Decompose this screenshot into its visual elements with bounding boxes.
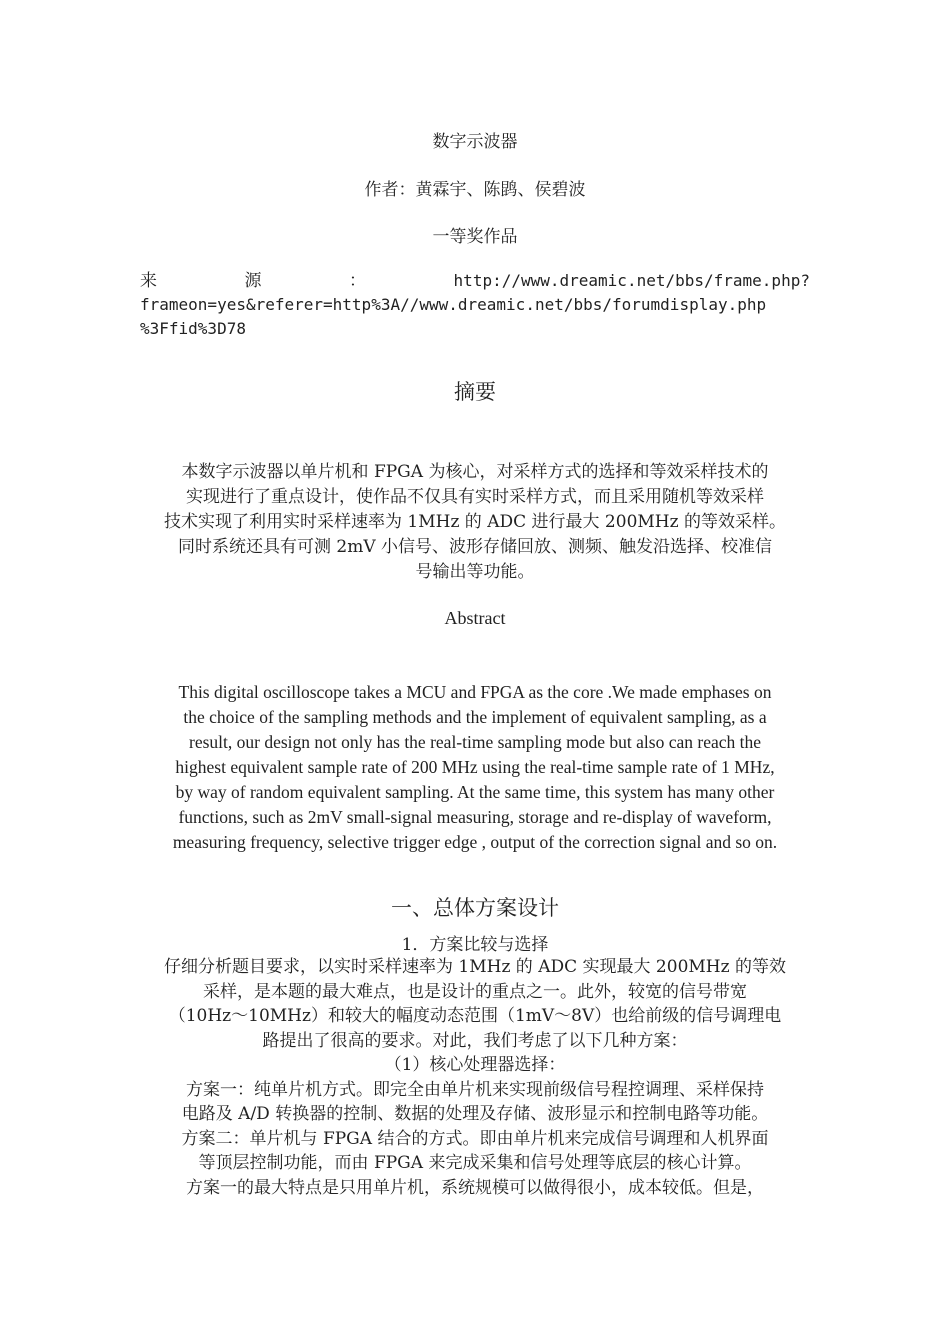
paragraph-line: （1）核心处理器选择： (384, 1055, 566, 1075)
paragraph-line: 方案一：纯单片机方式。即完全由单片机来实现前级信号程控调理、采样保持 (186, 1079, 764, 1100)
paragraph-line: 方案二：单片机与 FPGA 结合的方式。即由单片机来完成信号调理和人机界面 (181, 1128, 769, 1149)
abstract-zh-heading: 摘要 (454, 380, 496, 404)
abstract-en-heading: Abstract (444, 608, 506, 628)
paragraph-line: result, our design not only has the real-time sampling mode but also can reach the (189, 732, 761, 752)
paragraph-line: 号输出等功能。 (415, 562, 535, 582)
paragraph-line: by way of random equivalent sampling. At the same time, this system has many other (175, 782, 775, 802)
paragraph-line: （10Hz～10MHz）和较大的幅度动态范围（1mV～8V）也给前级的信号调理电 (168, 1006, 782, 1026)
paragraph-line: 路提出了很高的要求。对此，我们考虑了以下几种方案： (262, 1030, 688, 1051)
source-label-char: 源 (244, 271, 262, 291)
paragraph-line: 本数字示波器以单片机和 FPGA 为核心，对采样方式的选择和等效采样技术的 (181, 462, 769, 482)
paragraph-line: 采样，是本题的最大难点，也是设计的重点之一。此外，较宽的信号带宽 (203, 981, 747, 1002)
paragraph-line: 方案一的最大特点是只用单片机，系统规模可以做得很小，成本较低。但是， (186, 1177, 764, 1198)
paragraph-line: This digital oscilloscope takes a MCU and FPGA as the core .We made emphases on (178, 682, 772, 702)
abstract-en-paragraph (140, 680, 810, 855)
source-label-char: 来 (140, 271, 157, 291)
paragraph-line: 同时系统还具有可测 2mV 小信号、波形存储回放、测频、触发沿选择、校准信 (177, 537, 773, 557)
paragraph-line: 仔细分析题目要求，以实时采样速率为 1MHz 的 ADC 实现最大 200MHz 的等效 (164, 957, 786, 977)
paragraph-line: highest equivalent sample rate of 200 MHz using the real-time sample rate of 1 MHz, (175, 757, 775, 777)
paragraph-line: 实现进行了重点设计，使作品不仅具有实时采样方式，而且采用随机等效采样 (186, 487, 764, 507)
paragraph-line: 等顶层控制功能，而由 FPGA 来完成采集和信号处理等底层的核心计算。 (198, 1153, 752, 1173)
section-body (144, 955, 806, 1200)
paragraph-line: 电路及 A/D 转换器的控制、数据的处理及存储、波形显示和控制电路等功能。 (181, 1104, 769, 1124)
source-label-char: ： (349, 271, 367, 291)
abstract-zh-paragraph (146, 460, 804, 585)
source-url-part1[interactable]: http://www.dreamic.net/bbs/frame.php? (453, 271, 810, 290)
source-url-part2[interactable]: frameon=yes&referer=http%3A//www.dreamic.net/bbs/forumdisplay.php (140, 295, 767, 314)
paragraph-line: functions, such as 2mV small-signal measuring, storage and re-display of waveform, (178, 807, 772, 827)
authors-line: 作者：黄霖宇、陈鹍、侯碧波 (364, 180, 586, 200)
source-url-part3[interactable]: %3Ffid%3D78 (140, 319, 246, 338)
source-first-line (140, 269, 810, 293)
award-line: 一等奖作品 (432, 227, 518, 247)
paragraph-line: measuring frequency, selective trigger edge , output of the correction signal and so on. (172, 832, 778, 852)
paragraph-line: the choice of the sampling methods and the implement of equivalent sampling, as a (183, 707, 767, 727)
document-title: 数字示波器 (432, 132, 518, 152)
paragraph-line: 技术实现了利用实时采样速率为 1MHz 的 ADC 进行最大 200MHz 的等效采样。 (164, 512, 786, 532)
subsection-heading: 1．方案比较与选择 (401, 935, 549, 955)
section-heading: 一、总体方案设计 (391, 896, 559, 920)
source-block (140, 269, 810, 341)
